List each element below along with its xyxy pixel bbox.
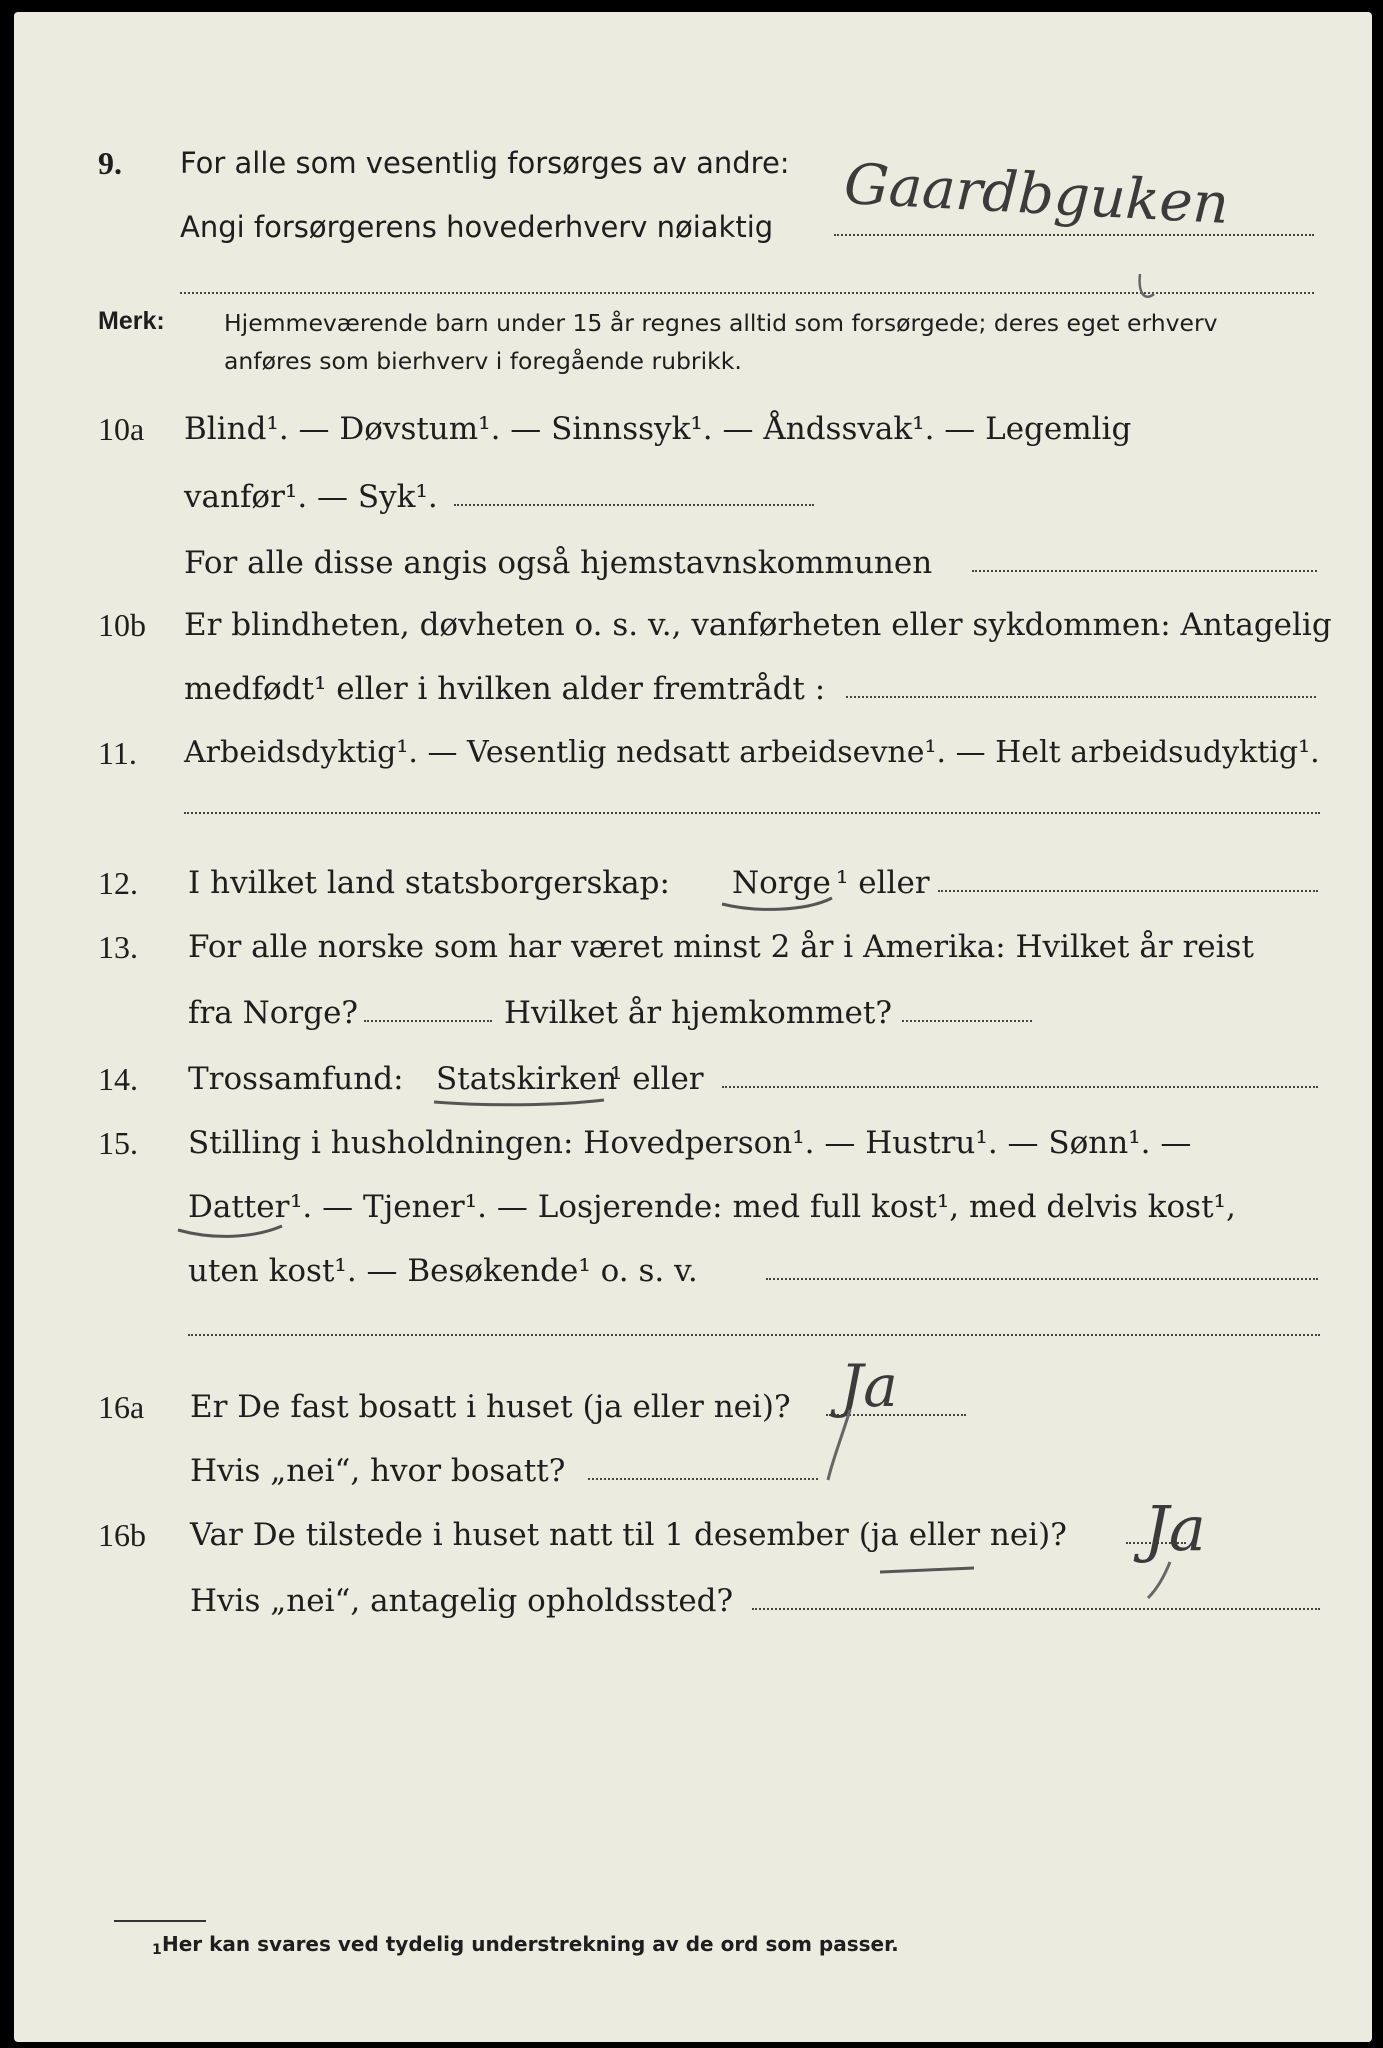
q15-datter: Datter	[188, 1189, 290, 1225]
footnote-mark: 1	[152, 1942, 162, 1958]
q16a-text-1: Er De fast bosatt i huset (ja eller nei)?	[190, 1389, 791, 1425]
q12-text-1: I hvilket land statsborgerskap:	[188, 865, 670, 901]
q9-text-1: For alle som vesentlig forsørges av andre:	[180, 146, 790, 180]
footnote-text: Her kan svares ved tydelig understrekning av de ord som passer.	[162, 1932, 899, 1956]
q16a-pen-stroke	[828, 1410, 850, 1480]
q10b-number: 10b	[98, 607, 146, 643]
q10a-text-1: Blind¹. — Døvstum¹. — Sinnssyk¹. — Åndssvak¹. — Legemlig	[184, 411, 1132, 447]
merk-text-1: Hjemmeværende barn under 15 år regnes alltid som forsørgede; deres eget erhverv	[224, 309, 1218, 337]
statskirken-underline-mark	[434, 1100, 604, 1105]
q13-text-1: For alle norske som har været minst 2 år i Amerika: Hvilket år reist	[188, 929, 1254, 965]
q16b-dash-mark	[880, 1568, 974, 1572]
q12-number: 12.	[98, 865, 138, 901]
q16b-text-2: Hvis „nei“, antagelig opholdssted?	[190, 1583, 734, 1619]
q10a-text-3: For alle disse angis også hjemstavnskommunen	[184, 545, 933, 581]
q14-text-1b: ¹ eller	[610, 1061, 704, 1097]
census-form-page	[14, 12, 1372, 2042]
q11-text-1: Arbeidsdyktig¹. — Vesentlig nedsatt arbeidsevne¹. — Helt arbeidsudyktig¹.	[184, 735, 1320, 770]
q9-handwritten-answer: Gaardbguken	[842, 151, 1231, 238]
q13-text-2a: fra Norge?	[188, 995, 359, 1031]
merk-text-2: anføres som bierhverv i foregående rubrikk.	[224, 347, 742, 375]
q10a-number: 10a	[98, 411, 145, 447]
norge-underline-mark	[722, 898, 832, 909]
q16b-text-1: Var De tilstede i huset natt til 1 desember (ja eller nei)?	[190, 1517, 1067, 1553]
q14-number: 14.	[98, 1061, 138, 1097]
q16b-handwritten-answer: Ja	[1144, 1492, 1206, 1565]
q14-text-1a: Trossamfund:	[188, 1061, 404, 1097]
q16a-handwritten-answer: Ja	[840, 1352, 898, 1420]
q12-text-1b: ¹ eller	[836, 865, 930, 901]
datter-underline-mark	[178, 1226, 282, 1236]
q11-number: 11.	[98, 735, 137, 771]
q9-number: 9.	[98, 145, 122, 181]
q9-answer-tail-mark	[1140, 274, 1154, 297]
q15-text-2: ¹. — Tjener¹. — Losjerende: med full kost¹, med delvis kost¹,	[290, 1189, 1236, 1225]
q9-text-2: Angi forsørgerens hovederhverv nøiaktig	[180, 210, 774, 244]
q13-text-2b: Hvilket år hjemkommet?	[504, 995, 892, 1031]
q15-text-1: Stilling i husholdningen: Hovedperson¹. — Hustru¹. — Sønn¹. —	[188, 1125, 1192, 1161]
q15-text-3: uten kost¹. — Besøkende¹ o. s. v.	[188, 1253, 698, 1289]
pen-marks	[14, 12, 1372, 2042]
q12-norge: Norge	[732, 865, 831, 901]
q16b-pen-stroke	[1148, 1562, 1170, 1598]
q14-statskirken: Statskirken	[436, 1061, 618, 1097]
q15-number: 15.	[98, 1125, 138, 1161]
q10a-text-2: vanfør¹. — Syk¹.	[184, 479, 438, 515]
q16a-text-2: Hvis „nei“, hvor bosatt?	[190, 1453, 566, 1489]
q10b-text-2: medfødt¹ eller i hvilken alder fremtrådt :	[184, 671, 826, 707]
q16a-number: 16a	[98, 1389, 145, 1425]
q10b-text-1: Er blindheten, døvheten o. s. v., vanførheten eller sykdommen: Antagelig	[184, 607, 1332, 643]
q13-number: 13.	[98, 929, 138, 965]
merk-label: Merk:	[98, 307, 165, 335]
q16b-number: 16b	[98, 1517, 146, 1553]
